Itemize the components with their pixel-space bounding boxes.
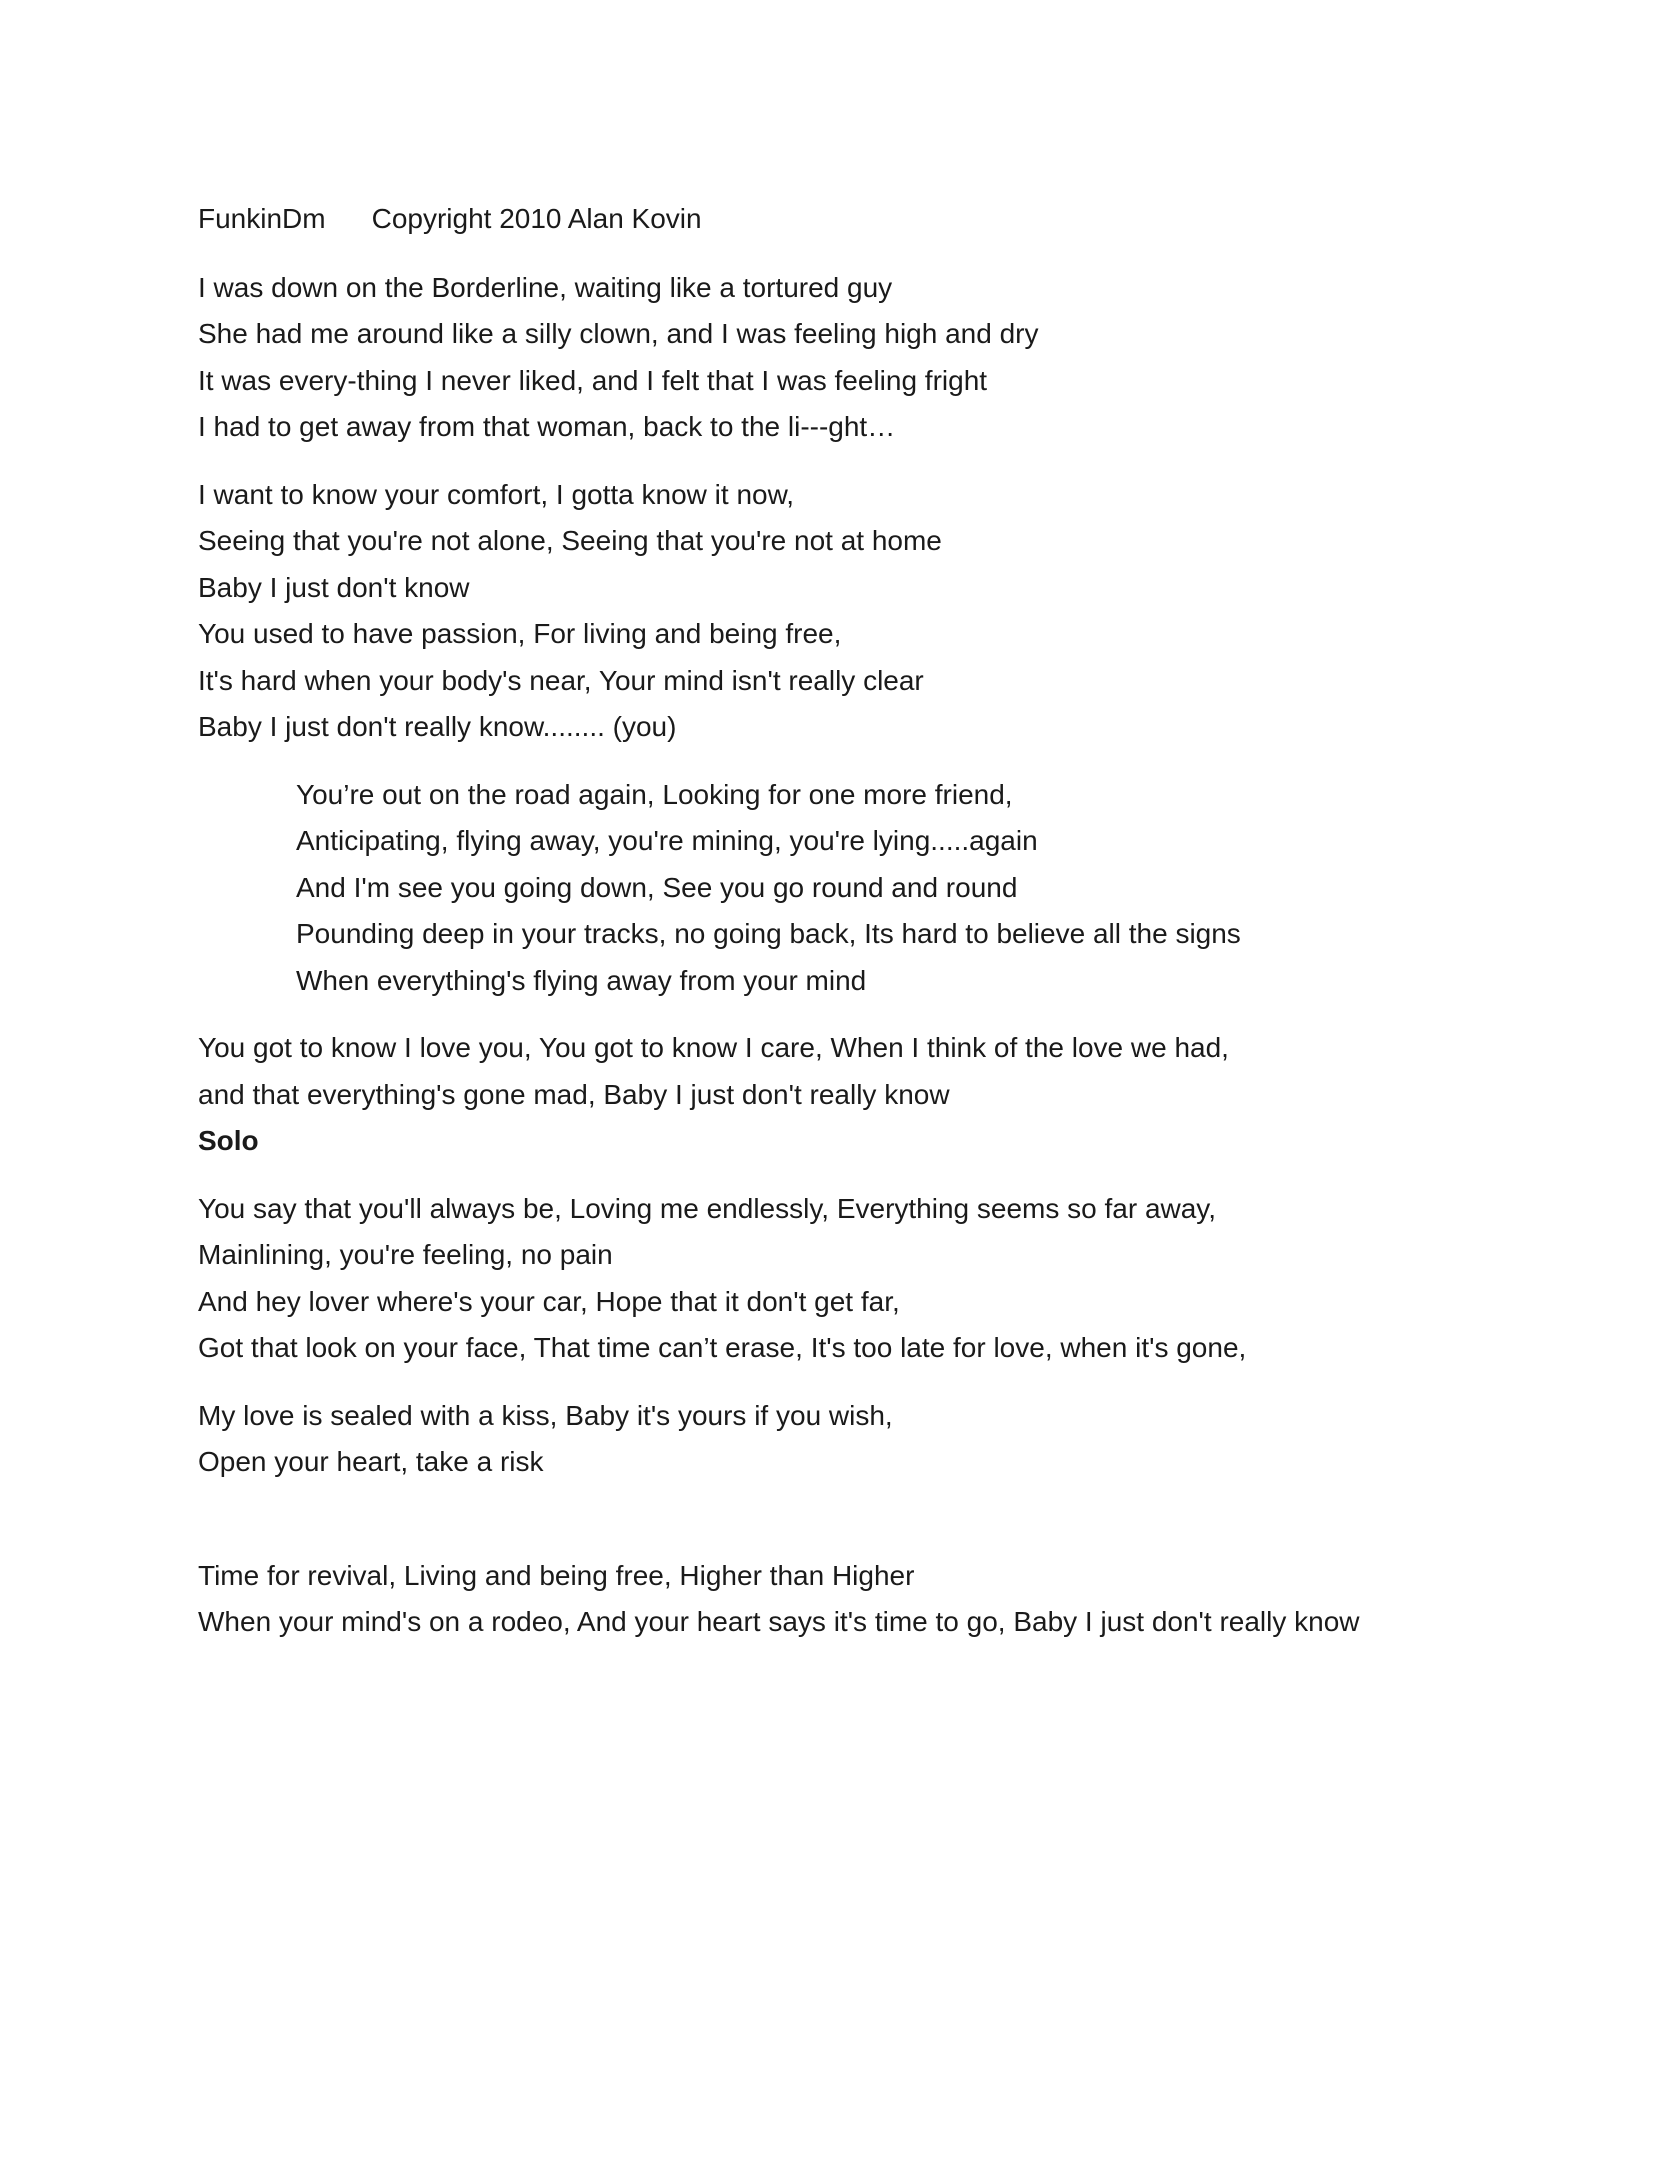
stanza-verse-4: [198, 1393, 1598, 1486]
stanza-verse-2: [198, 472, 1598, 751]
lyric-line: Baby I just don't really know........ (you): [198, 711, 677, 742]
lyric-line: and that everything's gone mad, Baby I just don't really know: [198, 1078, 950, 1110]
lyric-line: Open your heart, take a risk: [198, 1446, 544, 1477]
lyric-line: I was down on the Borderline, waiting like a tortured guy: [198, 271, 893, 303]
lyric-line: And hey lover where's your car, Hope that it don't get far,: [198, 1285, 900, 1317]
lyric-line: It's hard when your body's near, Your mind isn't really clear: [198, 664, 924, 696]
stanza-verse-1: [198, 265, 1598, 451]
lyric-line: When everything's flying away from your mind: [296, 964, 867, 996]
lyric-line: I had to get away from that woman, back to the li---ght…: [198, 411, 896, 442]
stanza-outro: [198, 1553, 1598, 1646]
lyric-line: You say that you'll always be, Loving me endlessly, Everything seems so far away,: [198, 1192, 1217, 1224]
lyric-line: Baby I just don't know: [198, 571, 470, 603]
song-title: FunkinDm: [198, 203, 326, 234]
lyric-line: You used to have passion, For living and being free,: [198, 618, 842, 649]
lyrics-body: [198, 196, 1598, 1667]
lyric-line: Seeing that you're not alone, Seeing that you're not at home: [198, 525, 942, 556]
lyric-line: You got to know I love you, You got to know I care, When I think of the love we had,: [198, 1032, 1229, 1063]
lyric-line: And I'm see you going down, See you go round and round: [296, 871, 1018, 903]
lyric-line: Mainlining, you're feeling, no pain: [198, 1239, 613, 1270]
solo-label: Solo: [198, 1125, 259, 1156]
copyright-notice: Copyright 2010 Alan Kovin: [371, 203, 702, 234]
stanza-verse-3: [198, 1186, 1598, 1372]
lyric-line: I want to know your comfort, I gotta know it now,: [198, 478, 795, 510]
stanza-bridge: [198, 1025, 1598, 1165]
lyric-line: Pounding deep in your tracks, no going back, Its hard to believe all the signs: [296, 918, 1241, 949]
lyric-line: Time for revival, Living and being free, Higher than Higher: [198, 1559, 915, 1591]
lyric-line: My love is sealed with a kiss, Baby it's yours if you wish,: [198, 1399, 893, 1431]
lyric-line: You’re out on the road again, Looking for one more friend,: [296, 778, 1013, 810]
lyric-line: Anticipating, flying away, you're mining, you're lying.....again: [296, 825, 1038, 856]
lyric-line: When your mind's on a rodeo, And your heart says it's time to go, Baby I just don't really know: [198, 1606, 1360, 1637]
stanza-chorus: [198, 772, 1598, 1005]
document-header: [198, 196, 1598, 243]
lyric-line: Got that look on your face, That time can’t erase, It's too late for love, when it's gone,: [198, 1332, 1247, 1363]
lyric-line: She had me around like a silly clown, and I was feeling high and dry: [198, 318, 1039, 349]
lyric-line: It was every-thing I never liked, and I felt that I was feeling fright: [198, 364, 988, 396]
